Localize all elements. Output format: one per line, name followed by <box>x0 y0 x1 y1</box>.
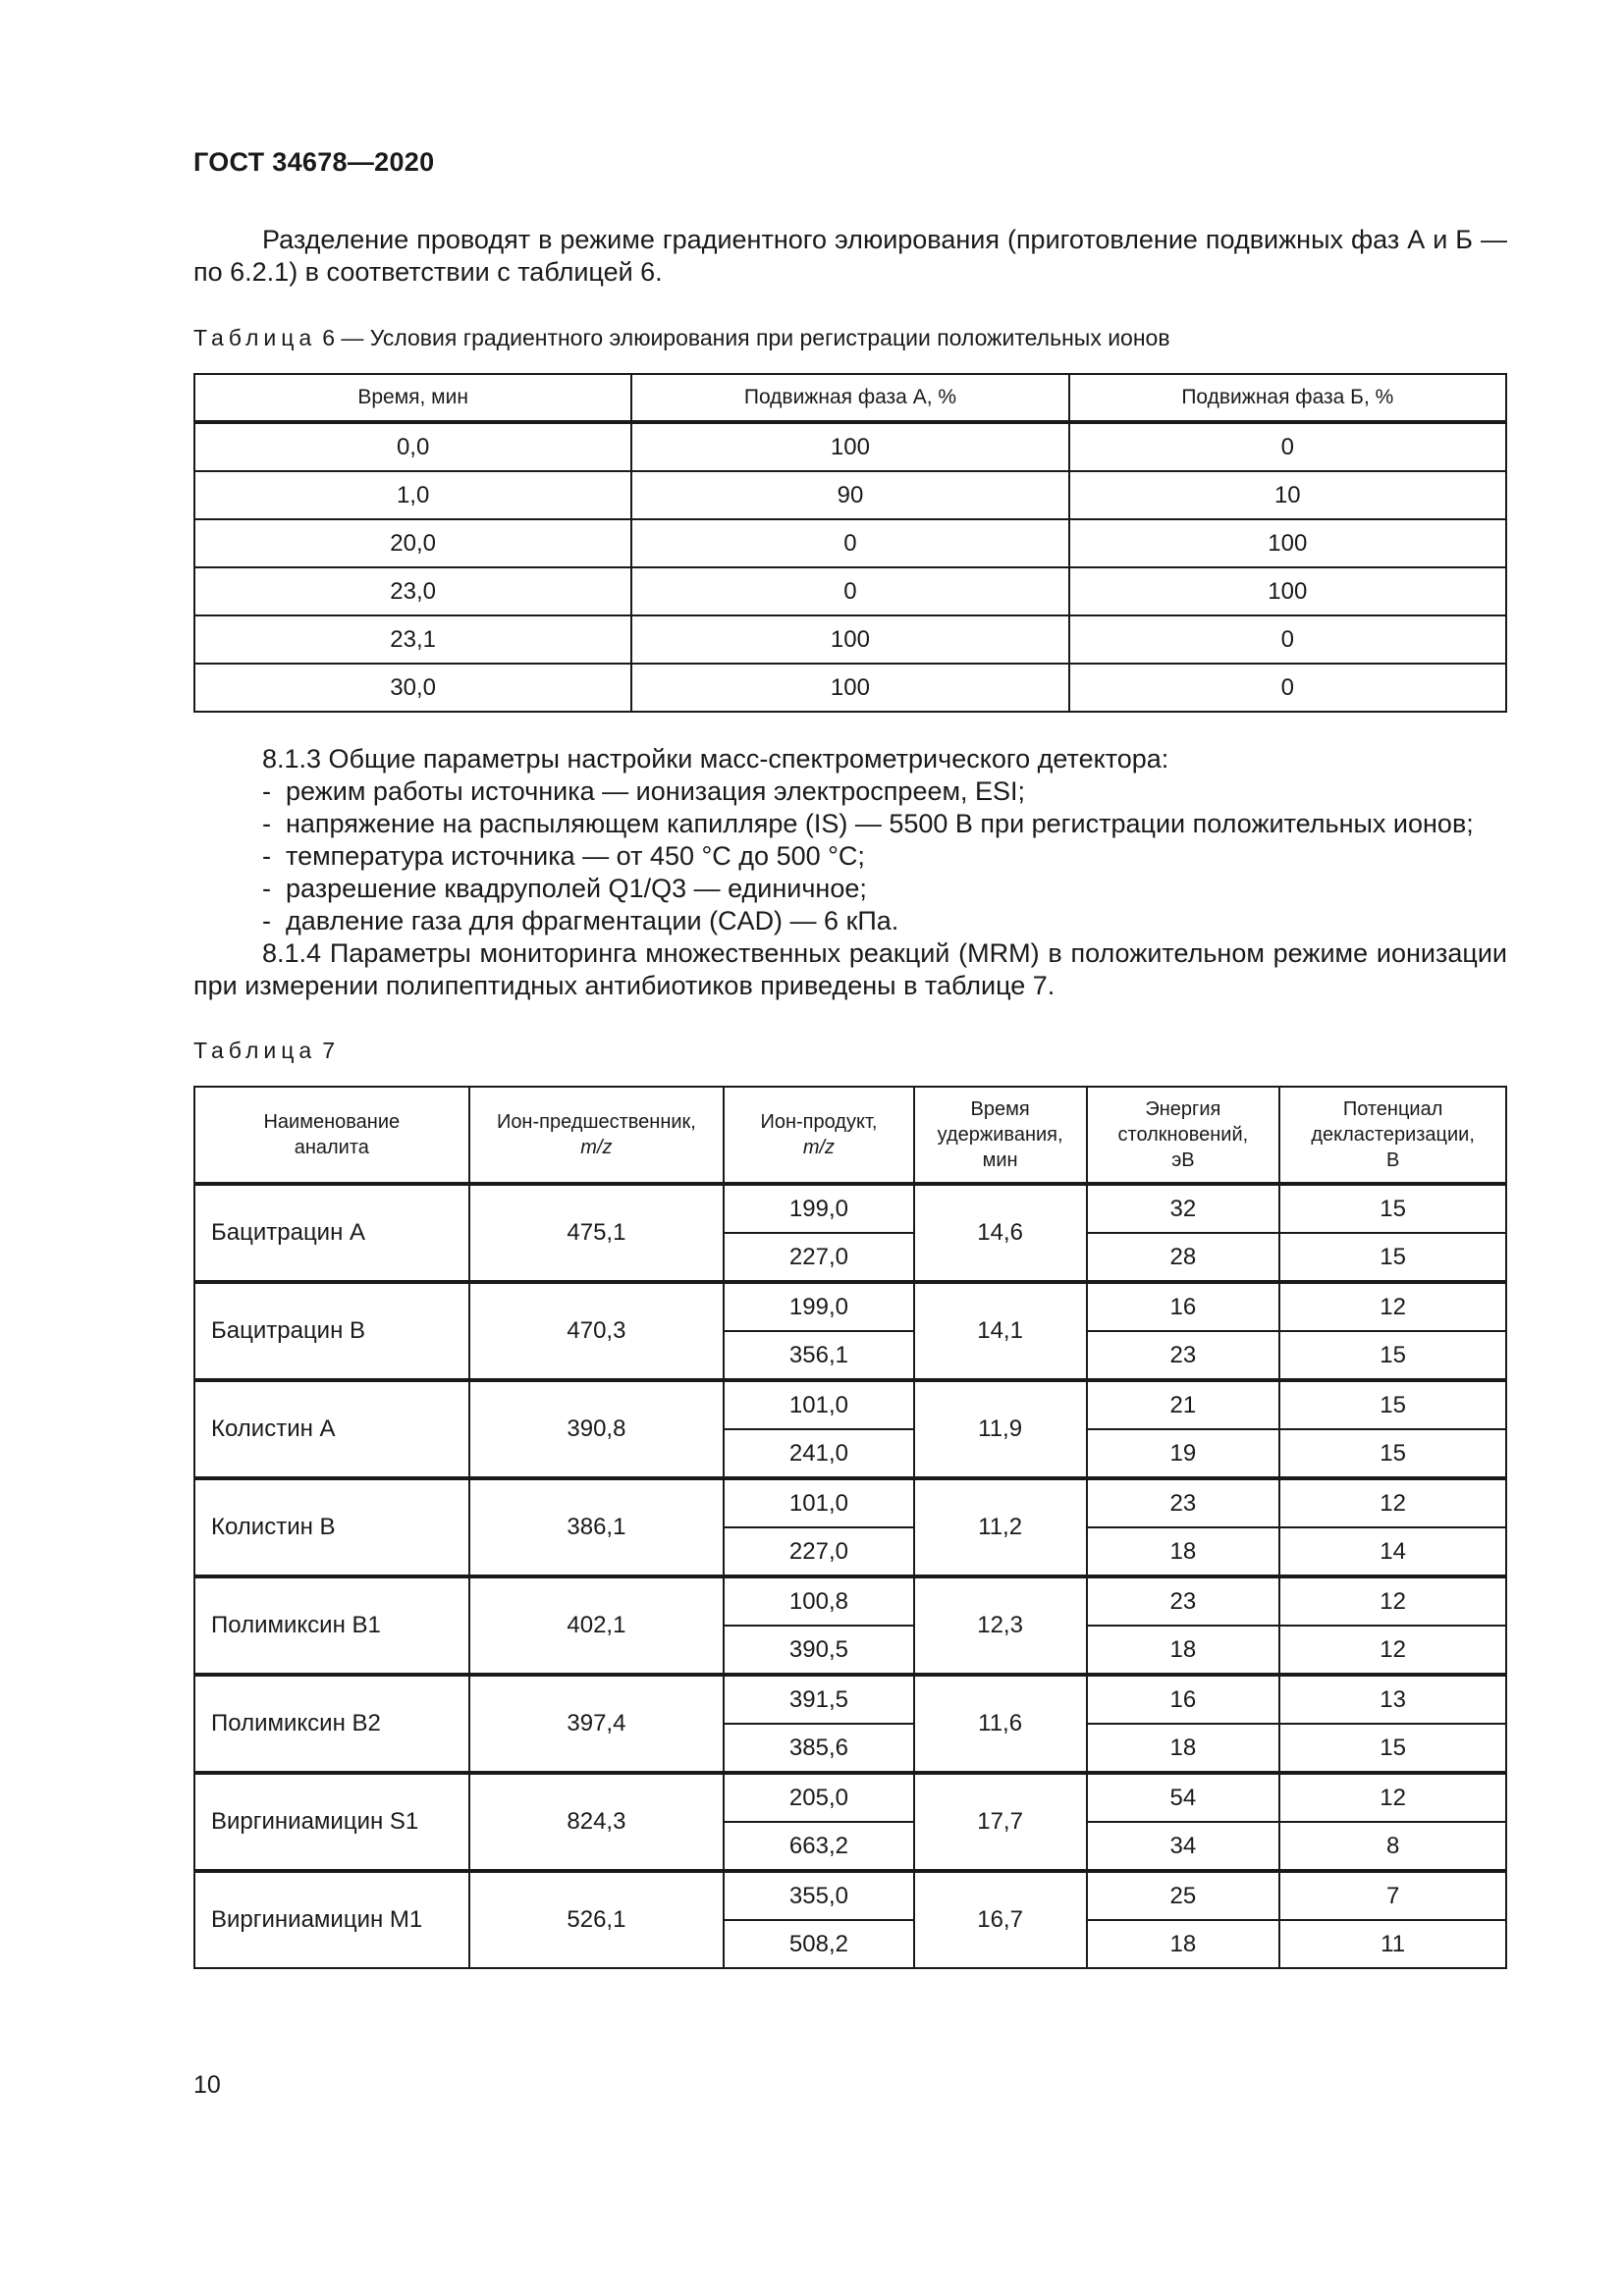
cell-product-ion: 391,5 <box>724 1675 914 1724</box>
header-line: эВ <box>1171 1149 1195 1171</box>
table-row <box>194 1871 1506 1920</box>
cell-retention-time: 14,6 <box>914 1184 1087 1282</box>
list-dash: - <box>262 906 271 935</box>
cell-time: 0,0 <box>194 422 631 471</box>
cell-precursor-ion: 475,1 <box>469 1184 725 1282</box>
cell-analyte-name: Бацитрацин А <box>194 1184 469 1282</box>
table-row <box>194 1282 1506 1331</box>
cell-collision-energy: 23 <box>1087 1576 1280 1626</box>
list-item-text: температура источника — от 450 °С до 500 °С; <box>286 841 865 871</box>
cell-collision-energy: 19 <box>1087 1429 1280 1478</box>
table6-caption-text: 6 — Условия градиентного элюирования при регистрации положительных ионов <box>322 325 1170 350</box>
section-8-1-4-text: 8.1.4 Параметры мониторинга множественных реакций (MRM) в положительном режиме ионизации при измерении полипептидных антибиотиков приведены в таблице 7. <box>193 938 1507 1000</box>
cell-phase-a: 100 <box>631 664 1068 712</box>
cell-precursor-ion: 386,1 <box>469 1478 725 1576</box>
list-dash: - <box>262 841 271 871</box>
cell-product-ion: 199,0 <box>724 1282 914 1331</box>
cell-product-ion: 101,0 <box>724 1478 914 1527</box>
column-header-potential <box>1279 1087 1506 1184</box>
table-row <box>194 1675 1506 1724</box>
column-header-precursor <box>469 1087 725 1184</box>
cell-analyte-name: Виргиниамицин М1 <box>194 1871 469 1968</box>
header-line: m/z <box>802 1137 836 1158</box>
header-line: мин <box>982 1149 1018 1171</box>
header-line: Ион-предшественник, <box>496 1111 696 1133</box>
cell-time: 20,0 <box>194 519 631 567</box>
cell-declustering-potential: 15 <box>1279 1331 1506 1380</box>
cell-declustering-potential: 12 <box>1279 1282 1506 1331</box>
cell-product-ion: 385,6 <box>724 1724 914 1773</box>
cell-declustering-potential: 15 <box>1279 1380 1506 1429</box>
cell-retention-time: 11,6 <box>914 1675 1087 1773</box>
cell-retention-time: 14,1 <box>914 1282 1087 1380</box>
cell-declustering-potential: 7 <box>1279 1871 1506 1920</box>
cell-retention-time: 17,7 <box>914 1773 1087 1871</box>
cell-collision-energy: 21 <box>1087 1380 1280 1429</box>
page-number: 10 <box>193 2071 221 2099</box>
section-8-1-3 <box>262 743 1507 937</box>
cell-declustering-potential: 14 <box>1279 1527 1506 1576</box>
mrm-parameters-table <box>193 1086 1507 1969</box>
list-item-text: давление газа для фрагментации (CAD) — 6 кПа. <box>286 906 899 935</box>
cell-phase-a: 0 <box>631 519 1068 567</box>
table-row <box>194 1576 1506 1626</box>
cell-declustering-potential: 8 <box>1279 1822 1506 1871</box>
cell-collision-energy: 28 <box>1087 1233 1280 1282</box>
cell-analyte-name: Виргиниамицин S1 <box>194 1773 469 1871</box>
cell-precursor-ion: 397,4 <box>469 1675 725 1773</box>
column-header-time: Время, мин <box>194 374 631 422</box>
intro-text: Разделение проводят в режиме градиентного элюирования (приготовление подвижных фаз А и Б — по 6.2.1) в соответствии с таблицей 6. <box>193 225 1507 287</box>
header-line: удерживания, <box>937 1124 1063 1146</box>
cell-time: 1,0 <box>194 471 631 519</box>
cell-precursor-ion: 470,3 <box>469 1282 725 1380</box>
cell-precursor-ion: 402,1 <box>469 1576 725 1675</box>
table-header-row <box>194 1087 1506 1184</box>
cell-product-ion: 205,0 <box>724 1773 914 1822</box>
cell-phase-a: 90 <box>631 471 1068 519</box>
cell-time: 23,1 <box>194 615 631 664</box>
list-item <box>262 808 1507 840</box>
cell-analyte-name: Бацитрацин В <box>194 1282 469 1380</box>
header-line: В <box>1385 1149 1400 1171</box>
list-item-text: разрешение квадруполей Q1/Q3 — единичное; <box>286 874 867 903</box>
cell-collision-energy: 16 <box>1087 1675 1280 1724</box>
section-8-1-3-title: 8.1.3 Общие параметры настройки масс-спектрометрического детектора: <box>262 744 1169 774</box>
header-line: аналита <box>294 1137 369 1158</box>
column-header-retention <box>914 1087 1087 1184</box>
cell-product-ion: 390,5 <box>724 1626 914 1675</box>
cell-time: 30,0 <box>194 664 631 712</box>
list-dash: - <box>262 809 271 838</box>
list-item <box>262 840 1507 873</box>
list-item-text: напряжение на распыляющем капилляре (IS) — 5500 В при регистрации положительных ионов; <box>286 809 1474 838</box>
cell-precursor-ion: 526,1 <box>469 1871 725 1968</box>
header-line: декластеризации, <box>1311 1124 1475 1146</box>
header-line: Ион-продукт, <box>760 1111 878 1133</box>
table-row <box>194 422 1506 471</box>
cell-phase-b: 0 <box>1069 615 1506 664</box>
column-header-phase-b: Подвижная фаза Б, % <box>1069 374 1506 422</box>
cell-collision-energy: 18 <box>1087 1724 1280 1773</box>
cell-phase-b: 10 <box>1069 471 1506 519</box>
cell-collision-energy: 34 <box>1087 1822 1280 1871</box>
table-row <box>194 519 1506 567</box>
list-dash: - <box>262 874 271 903</box>
cell-collision-energy: 18 <box>1087 1626 1280 1675</box>
cell-product-ion: 355,0 <box>724 1871 914 1920</box>
cell-precursor-ion: 390,8 <box>469 1380 725 1478</box>
cell-collision-energy: 32 <box>1087 1184 1280 1233</box>
list-item <box>262 905 1507 937</box>
cell-phase-b: 100 <box>1069 519 1506 567</box>
cell-declustering-potential: 15 <box>1279 1184 1506 1233</box>
table7-caption <box>193 1038 335 1064</box>
header-line: Потенциал <box>1342 1098 1443 1120</box>
list-item <box>262 775 1507 808</box>
column-header-product <box>724 1087 914 1184</box>
cell-declustering-potential: 13 <box>1279 1675 1506 1724</box>
list-item-text: режим работы источника — ионизация электроспреем, ESI; <box>286 776 1026 806</box>
cell-product-ion: 663,2 <box>724 1822 914 1871</box>
cell-declustering-potential: 12 <box>1279 1626 1506 1675</box>
cell-declustering-potential: 15 <box>1279 1724 1506 1773</box>
cell-collision-energy: 23 <box>1087 1331 1280 1380</box>
cell-product-ion: 100,8 <box>724 1576 914 1626</box>
header-line: Наименование <box>263 1111 401 1133</box>
table-row <box>194 1184 1506 1233</box>
table-row <box>194 664 1506 712</box>
cell-phase-a: 0 <box>631 567 1068 615</box>
table-row <box>194 1380 1506 1429</box>
cell-phase-a: 100 <box>631 422 1068 471</box>
cell-analyte-name: Полимиксин В2 <box>194 1675 469 1773</box>
table-row <box>194 567 1506 615</box>
header-line: Энергия <box>1145 1098 1221 1120</box>
cell-product-ion: 356,1 <box>724 1331 914 1380</box>
cell-product-ion: 241,0 <box>724 1429 914 1478</box>
section-8-1-4 <box>193 937 1507 1002</box>
gradient-elution-table <box>193 373 1507 713</box>
cell-collision-energy: 25 <box>1087 1871 1280 1920</box>
cell-product-ion: 508,2 <box>724 1920 914 1968</box>
cell-collision-energy: 23 <box>1087 1478 1280 1527</box>
header-line: Время <box>970 1098 1030 1120</box>
document-header: ГОСТ 34678—2020 <box>193 147 435 177</box>
cell-phase-b: 0 <box>1069 422 1506 471</box>
cell-collision-energy: 18 <box>1087 1920 1280 1968</box>
cell-declustering-potential: 12 <box>1279 1576 1506 1626</box>
table6-caption <box>193 325 1170 351</box>
header-line: m/z <box>580 1137 613 1158</box>
cell-retention-time: 11,2 <box>914 1478 1087 1576</box>
cell-product-ion: 101,0 <box>724 1380 914 1429</box>
table-row <box>194 471 1506 519</box>
cell-time: 23,0 <box>194 567 631 615</box>
cell-precursor-ion: 824,3 <box>469 1773 725 1871</box>
intro-paragraph <box>193 224 1507 289</box>
cell-declustering-potential: 11 <box>1279 1920 1506 1968</box>
table-row <box>194 1478 1506 1527</box>
table7-caption-label: Таблица <box>193 1038 317 1063</box>
cell-collision-energy: 18 <box>1087 1527 1280 1576</box>
table-header-row <box>194 374 1506 422</box>
cell-retention-time: 16,7 <box>914 1871 1087 1968</box>
cell-retention-time: 11,9 <box>914 1380 1087 1478</box>
cell-phase-a: 100 <box>631 615 1068 664</box>
cell-declustering-potential: 12 <box>1279 1773 1506 1822</box>
column-header-energy <box>1087 1087 1280 1184</box>
cell-retention-time: 12,3 <box>914 1576 1087 1675</box>
table6-caption-label: Таблица <box>193 325 317 350</box>
cell-collision-energy: 16 <box>1087 1282 1280 1331</box>
cell-product-ion: 199,0 <box>724 1184 914 1233</box>
cell-analyte-name: Полимиксин В1 <box>194 1576 469 1675</box>
cell-phase-b: 0 <box>1069 664 1506 712</box>
cell-phase-b: 100 <box>1069 567 1506 615</box>
cell-product-ion: 227,0 <box>724 1527 914 1576</box>
header-line: столкновений, <box>1117 1124 1249 1146</box>
cell-declustering-potential: 15 <box>1279 1429 1506 1478</box>
column-header-analyte <box>194 1087 469 1184</box>
cell-collision-energy: 54 <box>1087 1773 1280 1822</box>
cell-declustering-potential: 12 <box>1279 1478 1506 1527</box>
cell-product-ion: 227,0 <box>724 1233 914 1282</box>
column-header-phase-a: Подвижная фаза А, % <box>631 374 1068 422</box>
list-item <box>262 873 1507 905</box>
cell-analyte-name: Колистин А <box>194 1380 469 1478</box>
cell-declustering-potential: 15 <box>1279 1233 1506 1282</box>
table7-caption-text: 7 <box>322 1038 335 1063</box>
table-row <box>194 615 1506 664</box>
table-row <box>194 1773 1506 1822</box>
cell-analyte-name: Колистин В <box>194 1478 469 1576</box>
list-dash: - <box>262 776 271 806</box>
